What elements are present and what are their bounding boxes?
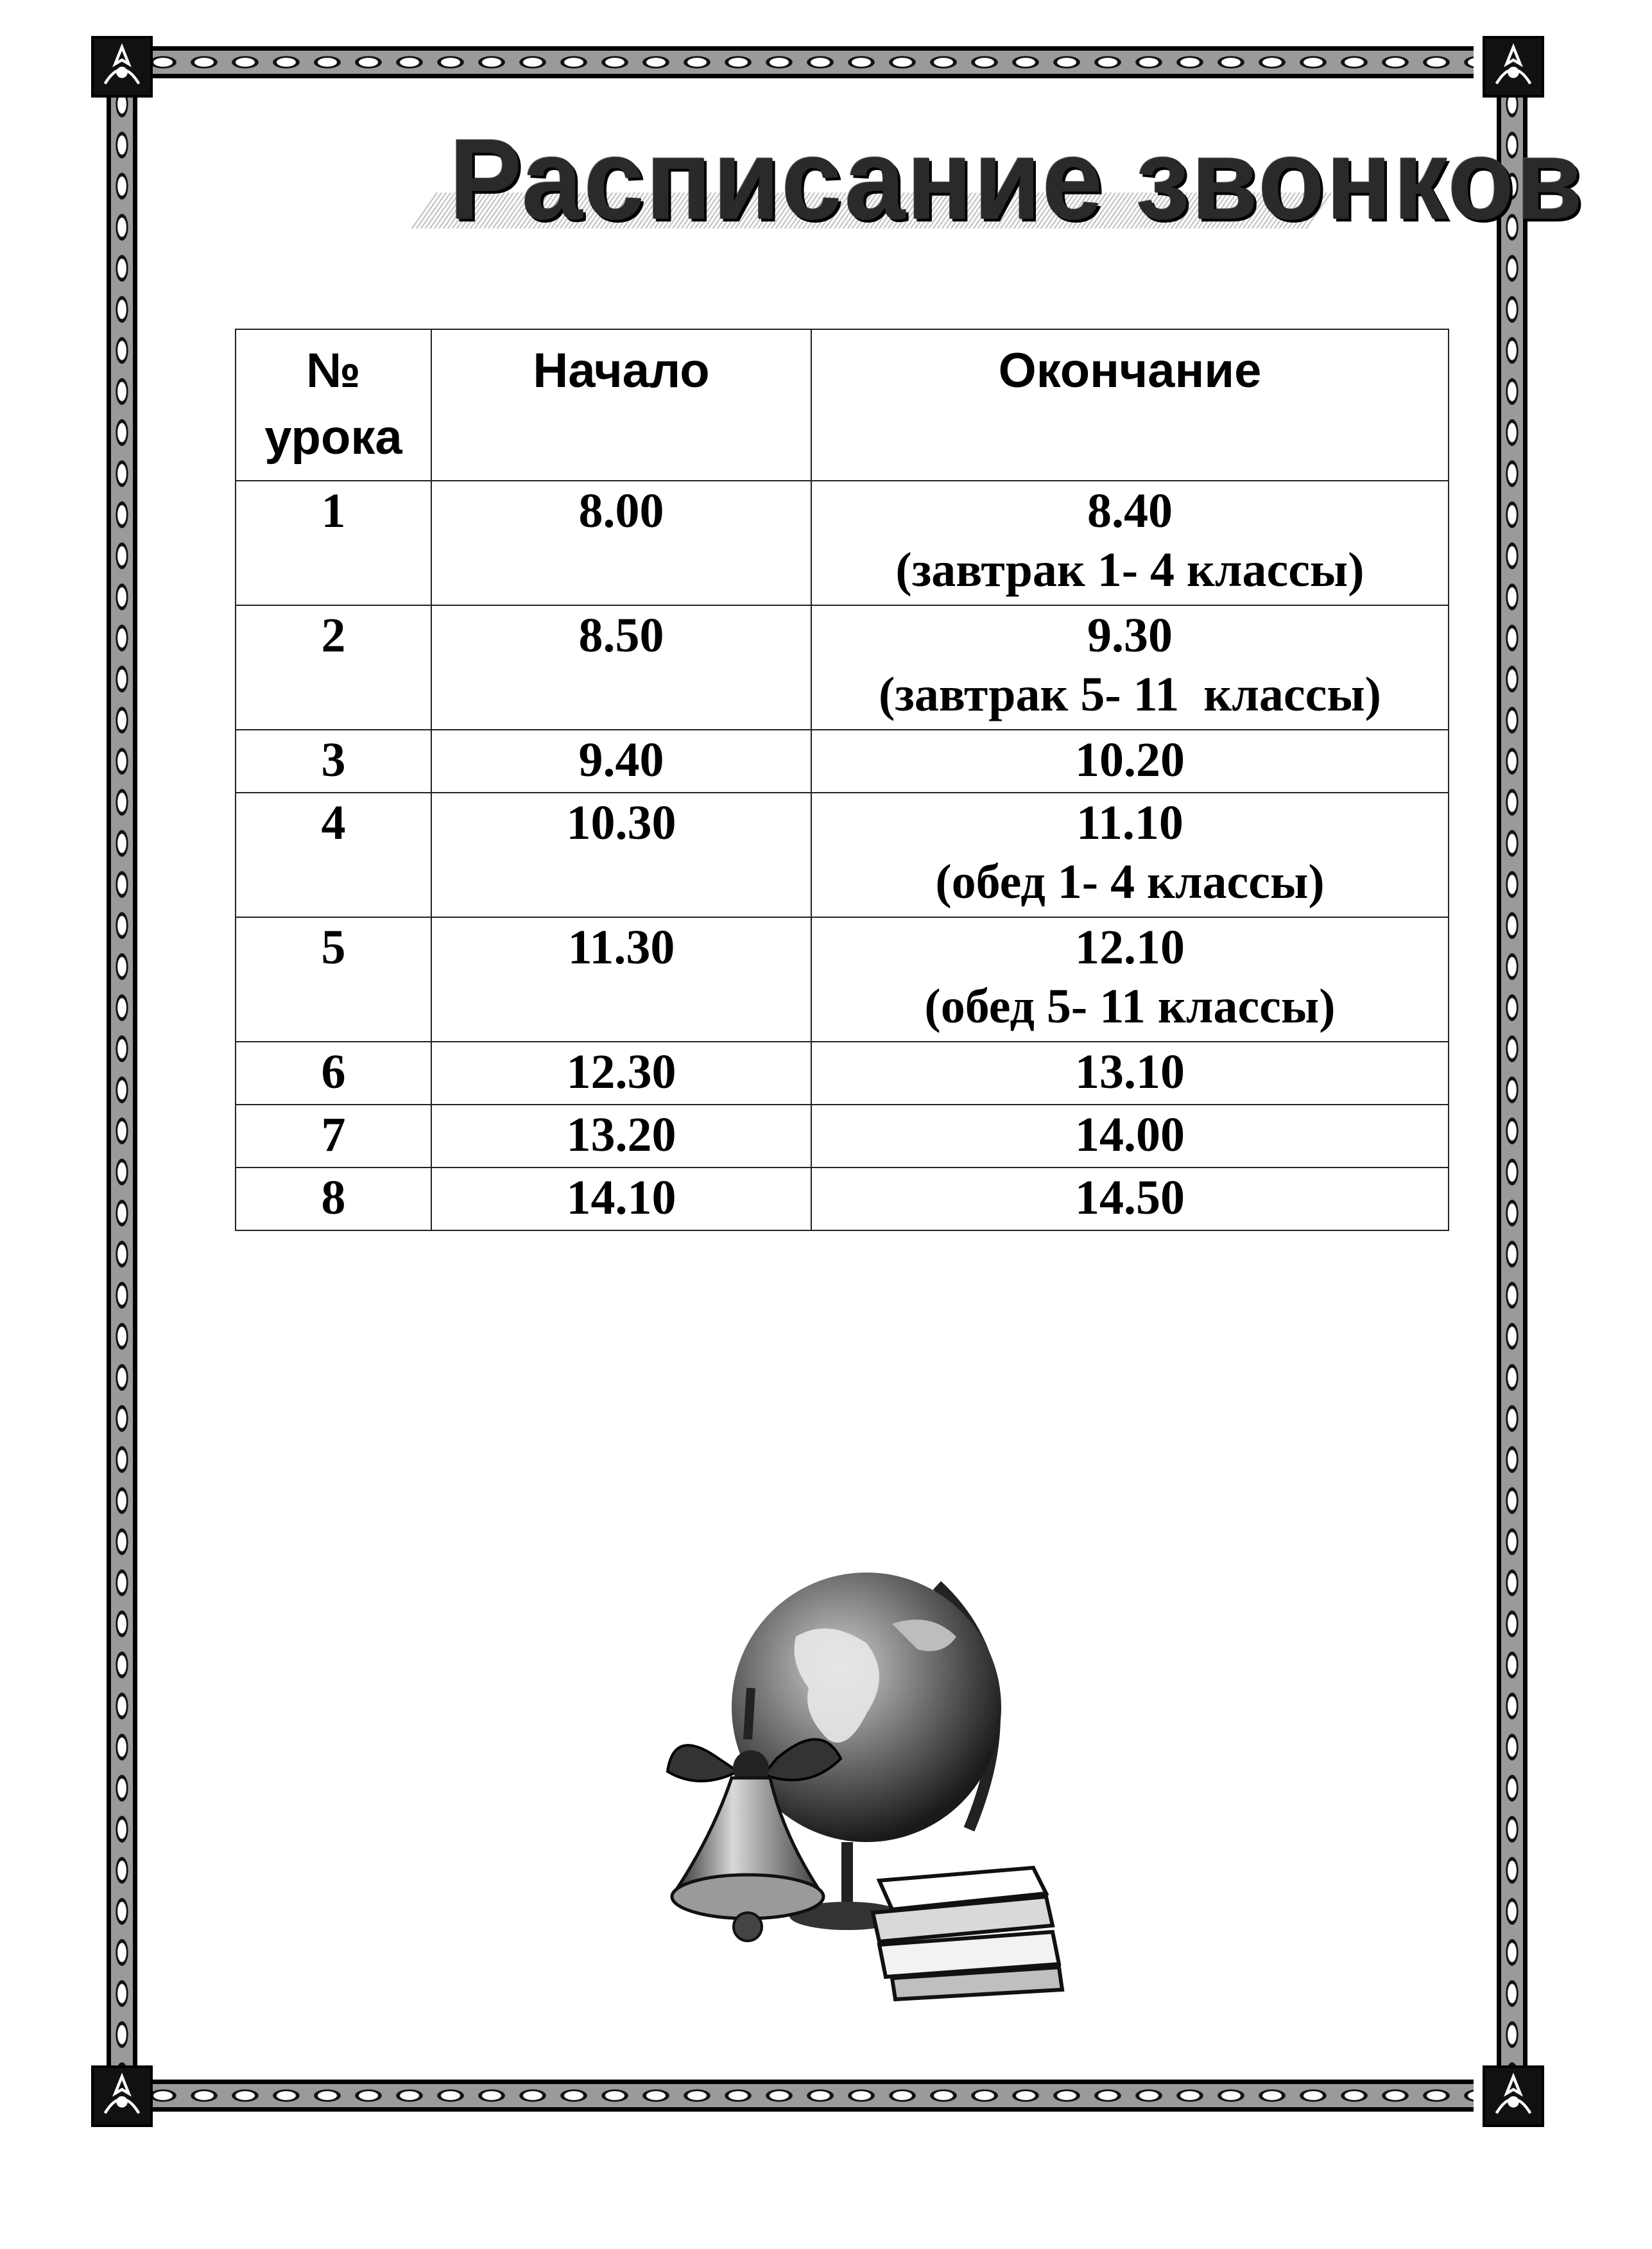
meal-note: (завтрак 1- 4 классы) bbox=[895, 543, 1364, 597]
table-row bbox=[236, 481, 1449, 605]
corner-ornament-icon bbox=[1483, 36, 1544, 98]
frame-top-border bbox=[142, 46, 1474, 78]
header-end: Окончание bbox=[811, 329, 1449, 481]
table-row bbox=[236, 1168, 1449, 1230]
corner-ornament-icon bbox=[91, 2065, 153, 2127]
lesson-start: 8.50 bbox=[431, 605, 811, 730]
lesson-start: 12.30 bbox=[431, 1042, 811, 1105]
header-lesson-number: № урока bbox=[236, 329, 431, 481]
meal-note: (завтрак 5- 11 классы) bbox=[879, 668, 1381, 721]
lesson-number: 8 bbox=[236, 1168, 431, 1230]
table-row bbox=[236, 1105, 1449, 1168]
lesson-end-cell bbox=[811, 605, 1449, 730]
table-row bbox=[236, 1042, 1449, 1105]
lesson-end-cell bbox=[811, 917, 1449, 1042]
lesson-number: 5 bbox=[236, 917, 431, 1042]
corner-ornament-icon bbox=[1483, 2065, 1544, 2127]
frame-right-border bbox=[1497, 83, 1527, 2077]
table-row bbox=[236, 917, 1449, 1042]
lesson-start: 13.20 bbox=[431, 1105, 811, 1168]
meal-note: (обед 5- 11 классы) bbox=[924, 979, 1336, 1033]
lesson-number: 7 bbox=[236, 1105, 431, 1168]
lesson-end: 12.10 bbox=[1075, 920, 1185, 974]
lesson-number: 2 bbox=[236, 605, 431, 730]
frame-bottom-border bbox=[142, 2080, 1474, 2112]
table-row bbox=[236, 793, 1449, 917]
title-block bbox=[398, 116, 1585, 244]
frame-left-border bbox=[107, 83, 137, 2077]
lesson-end: 14.00 bbox=[811, 1105, 1449, 1168]
lesson-number: 1 bbox=[236, 481, 431, 605]
page-title: Расписание звонков bbox=[449, 116, 1585, 244]
corner-ornament-icon bbox=[91, 36, 153, 98]
table-header-row bbox=[236, 329, 1449, 481]
meal-note: (обед 1- 4 классы) bbox=[935, 855, 1325, 909]
table-row bbox=[236, 730, 1449, 793]
lesson-end: 9.30 bbox=[1087, 608, 1173, 662]
lesson-start: 10.30 bbox=[431, 793, 811, 917]
table-row bbox=[236, 605, 1449, 730]
lesson-end: 10.20 bbox=[811, 730, 1449, 793]
lesson-end-cell bbox=[811, 793, 1449, 917]
lesson-end: 8.40 bbox=[1087, 484, 1173, 538]
lesson-start: 14.10 bbox=[431, 1168, 811, 1230]
lesson-end: 14.50 bbox=[811, 1168, 1449, 1230]
lesson-start: 9.40 bbox=[431, 730, 811, 793]
lesson-start: 11.30 bbox=[431, 917, 811, 1042]
bell-schedule-table bbox=[235, 329, 1449, 1231]
header-start: Начало bbox=[431, 329, 811, 481]
books-icon bbox=[873, 1868, 1062, 1999]
lesson-number: 4 bbox=[236, 793, 431, 917]
lesson-start: 8.00 bbox=[431, 481, 811, 605]
lesson-number: 3 bbox=[236, 730, 431, 793]
lesson-end-cell bbox=[811, 481, 1449, 605]
lesson-end: 11.10 bbox=[1076, 796, 1183, 850]
school-illustration bbox=[635, 1547, 1097, 2009]
lesson-end: 13.10 bbox=[811, 1042, 1449, 1105]
lesson-number: 6 bbox=[236, 1042, 431, 1105]
